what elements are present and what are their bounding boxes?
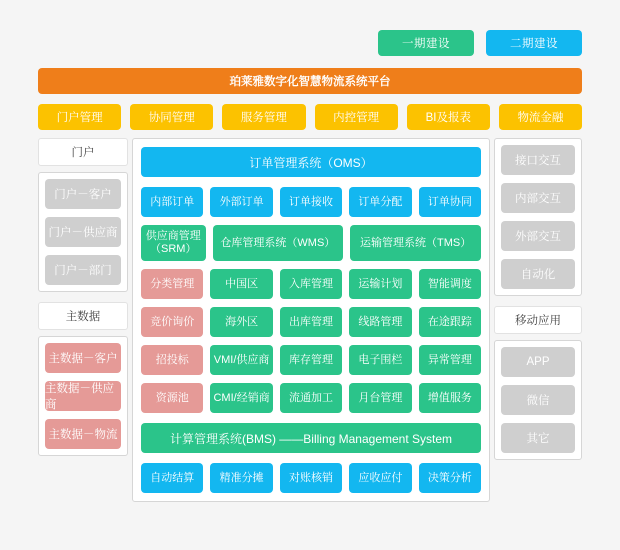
mobile-app[interactable]: APP (501, 347, 575, 377)
decision-analysis[interactable]: 决策分析 (419, 463, 481, 493)
left-column (38, 138, 128, 462)
legend-item-phase2[interactable]: 二期建设 (486, 30, 582, 56)
precise-allocation[interactable]: 精准分摊 (210, 463, 272, 493)
left-group-masterdata-title: 主数据 (38, 302, 128, 330)
masterdata-logistics[interactable]: 主数据－物流 (45, 419, 121, 449)
electronic-fence[interactable]: 电子围栏 (349, 345, 411, 375)
oms-order-row (141, 187, 481, 217)
order-receive[interactable]: 订单接收 (280, 187, 342, 217)
portal-department[interactable]: 门户－部门 (45, 255, 121, 285)
left-group-portal-title: 门户 (38, 138, 128, 166)
external-interaction[interactable]: 外部交互 (501, 221, 575, 251)
srm-system[interactable]: 供应商管理（SRM） (141, 225, 206, 261)
top-module-collaboration[interactable]: 协同管理 (130, 104, 213, 130)
center-column (132, 138, 490, 502)
value-added-service[interactable]: 增值服务 (419, 383, 481, 413)
automation[interactable]: 自动化 (501, 259, 575, 289)
exception-management[interactable]: 异常管理 (419, 345, 481, 375)
top-module-bi-report[interactable]: BI及报表 (407, 104, 490, 130)
subsystem-header-row (141, 225, 481, 261)
top-module-service[interactable]: 服务管理 (222, 104, 305, 130)
masterdata-customer[interactable]: 主数据－客户 (45, 343, 121, 373)
left-group-masterdata-panel (38, 336, 128, 456)
auto-settlement[interactable]: 自动结算 (141, 463, 203, 493)
inbound-management[interactable]: 入库管理 (280, 269, 342, 299)
bms-row (141, 463, 481, 493)
subsystem-row-3 (141, 345, 481, 375)
top-module-portal[interactable]: 门户管理 (38, 104, 121, 130)
subsystem-row-2 (141, 307, 481, 337)
top-module-logistics-finance[interactable]: 物流金融 (499, 104, 582, 130)
dock-management[interactable]: 月台管理 (349, 383, 411, 413)
tender-bidding[interactable]: 招投标 (141, 345, 203, 375)
in-transit-tracking[interactable]: 在途跟踪 (419, 307, 481, 337)
bidding-quotation[interactable]: 竞价询价 (141, 307, 203, 337)
internal-order[interactable]: 内部订单 (141, 187, 203, 217)
right-group-interaction-panel (494, 138, 582, 296)
top-module-internal-control[interactable]: 内控管理 (315, 104, 398, 130)
reconciliation[interactable]: 对账核销 (280, 463, 342, 493)
transport-plan[interactable]: 运输计划 (349, 269, 411, 299)
resource-pool[interactable]: 资源池 (141, 383, 203, 413)
right-group-mobile-panel (494, 340, 582, 460)
subsystem-row-4 (141, 383, 481, 413)
right-column (494, 138, 582, 466)
legend (378, 30, 582, 56)
legend-item-phase1[interactable]: 一期建设 (378, 30, 474, 56)
order-allocation[interactable]: 订单分配 (349, 187, 411, 217)
order-collaboration[interactable]: 订单协同 (419, 187, 481, 217)
platform-banner: 珀莱雅数字化智慧物流系统平台 (38, 68, 582, 94)
tms-system[interactable]: 运输管理系统（TMS） (350, 225, 481, 261)
cmi-distributor[interactable]: CMI/经销商 (210, 383, 272, 413)
china-region[interactable]: 中国区 (210, 269, 272, 299)
mobile-wechat[interactable]: 微信 (501, 385, 575, 415)
right-group-mobile-title: 移动应用 (494, 306, 582, 334)
overseas-region[interactable]: 海外区 (210, 307, 272, 337)
internal-interaction[interactable]: 内部交互 (501, 183, 575, 213)
portal-customer[interactable]: 门户－客户 (45, 179, 121, 209)
center-panel (132, 138, 490, 502)
portal-supplier[interactable]: 门户－供应商 (45, 217, 121, 247)
category-management[interactable]: 分类管理 (141, 269, 203, 299)
receivable-payable[interactable]: 应收应付 (349, 463, 411, 493)
circulation-processing[interactable]: 流通加工 (280, 383, 342, 413)
subsystem-row-1 (141, 269, 481, 299)
inventory-management[interactable]: 库存管理 (280, 345, 342, 375)
bms-title: 计算管理系统(BMS) ——Billing Management System (141, 423, 481, 453)
top-module-row (38, 104, 582, 130)
vmi-supplier[interactable]: VMI/供应商 (210, 345, 272, 375)
external-order[interactable]: 外部订单 (210, 187, 272, 217)
route-management[interactable]: 线路管理 (349, 307, 411, 337)
oms-title: 订单管理系统（OMS） (141, 147, 481, 177)
interface-interaction[interactable]: 接口交互 (501, 145, 575, 175)
masterdata-supplier[interactable]: 主数据－供应商 (45, 381, 121, 411)
smart-scheduling[interactable]: 智能调度 (419, 269, 481, 299)
wms-system[interactable]: 仓库管理系统（WMS） (213, 225, 344, 261)
outbound-management[interactable]: 出库管理 (280, 307, 342, 337)
mobile-other[interactable]: 其它 (501, 423, 575, 453)
left-group-portal-panel (38, 172, 128, 292)
